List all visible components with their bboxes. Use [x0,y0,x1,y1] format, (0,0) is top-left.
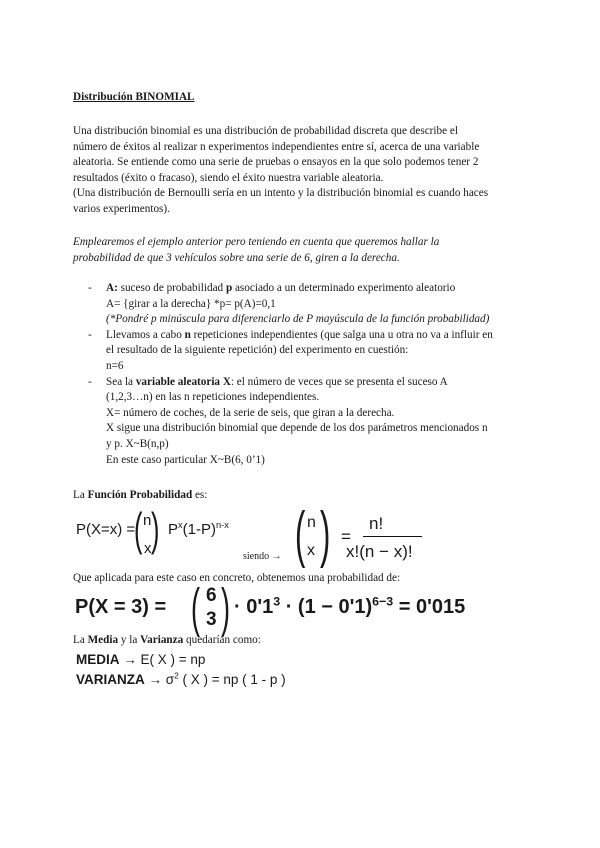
text-run: Llevamos a cabo [106,328,185,341]
exponent: 6−3 [372,594,394,609]
mean-expression: → E( X ) = np [123,652,206,667]
exponent: n-x [216,520,229,530]
fraction-numerator: n! [369,514,384,533]
binom-bottom: 3 [206,609,217,630]
list-item [88,281,493,328]
result-value: = 0'015 [398,596,466,618]
formula-variance [76,672,286,687]
binom-top: n [307,514,316,531]
text-run: y la [118,634,141,646]
bold-term: Función Probabilidad [87,489,193,501]
p-symbol: P [168,521,179,538]
mean-label: MEDIA [76,652,120,667]
example-statement [73,235,439,266]
text-line: n=6 [106,359,124,372]
text-line: y p. X~B(n,p) [106,437,169,450]
formula-power-terms [168,521,229,538]
definition-list [88,281,493,468]
text-line: (1,2,3…n) en las n repeticiones independientes. [106,391,320,404]
list-item [88,375,493,469]
text-line: X sigue una distribución binomial que depende de los dos parámetros mencionados n [106,422,488,435]
paragraph-line: (Una distribución de Bernoulli sería en un intento y la distribución binomial es cuando haces [73,187,489,200]
fraction-bar [363,536,422,537]
text-run: es: [192,489,208,501]
paragraph-line: resultados (éxito o fracaso), siendo el éxito nuestra variable aleatoria. [73,171,384,184]
exponent: 3 [273,594,281,609]
exponent: x [178,520,183,530]
binom-top: 6 [206,585,217,606]
dash-bullet: - [88,282,92,294]
variance-label: VARIANZA [76,672,145,687]
intro-paragraph [73,124,533,218]
p-term: · 0'1 [234,596,274,618]
siendo-label: siendo → [243,551,282,562]
equals-sign: = [341,527,351,546]
text-line: En este caso particular X~B(6, 0’1) [106,453,265,466]
right-paren: ) [320,500,331,569]
text-run: quedarían como: [183,634,261,646]
bold-term: Media [87,634,119,646]
mean-variance-label [73,634,261,646]
right-paren: ) [221,578,230,638]
text-run: suceso de probabilidad [117,282,226,294]
list-item [88,328,493,375]
example-line: probabilidad de que 3 vehículos sobre una serie de 6, giren a la derecha. [73,251,400,264]
binom-bottom: x [144,540,152,557]
footnote-line: (*Pondré p minúscula para diferenciarlo de P mayúscula de la función probabilidad) [106,313,490,326]
probability-function-label [73,489,207,501]
variance-expression: → σ [148,672,175,687]
variance-expression: ( X ) = np ( 1 - p ) [178,672,286,687]
text-run: La [73,489,88,501]
paragraph-line: varios experimentos). [73,202,170,215]
text-run: La [73,634,88,646]
applied-case-label: Que aplicada para este caso en concreto, obtenemos una probabilidad de: [73,572,401,584]
binom-bottom: x [307,542,315,559]
bold-term: Varianza [140,634,184,646]
paragraph-line: Una distribución binomial es una distribución de probabilidad discreta que describe el [73,125,458,137]
text-run: repeticiones independientes (que salga una u otra no va a influir en [190,328,493,341]
formula-product-terms [234,596,465,619]
dash-bullet: - [88,375,92,388]
text-run: Sea la [106,375,136,388]
dash-bullet: - [88,328,92,341]
n-symbol: n [184,328,191,341]
left-paren: ( [134,503,143,555]
exponent: 2 [174,670,179,681]
left-paren: ( [295,500,306,569]
event-label: A: [106,282,118,294]
complement-term: (1-P) [182,521,217,538]
random-variable-label: variable aleatoria X [135,375,231,388]
text-run: : el número de veces que se presenta el suceso A [230,375,448,388]
p-symbol: p [225,282,233,294]
text-line: A= {girar a la derecha} *p= p(A)=0,1 [106,297,276,310]
paragraph-line: aleatoria. Se entiende como una serie de pruebas o ensayos en la que solo podemos tener 2 [73,156,479,169]
text-run: asociado a un determinado experimento aleatorio [232,282,456,294]
right-paren: ) [151,503,160,555]
left-paren: ( [191,578,200,638]
text-line: X= número de coches, de la serie de seis, que giran a la derecha. [106,406,395,419]
text-line: el resultado de la siguiente repetición) del experimento en cuestión: [106,344,409,357]
fraction-denominator: x!(n − x)! [346,542,413,561]
example-line: Emplearemos el ejemplo anterior pero teniendo en cuenta que queremos hallar la [73,236,440,248]
formula-mean [76,652,205,667]
section-title: Distribución BINOMIAL [73,91,195,103]
complement-term: · (1 − 0'1) [285,596,373,618]
formula-lhs: P(X = 3) = [75,596,167,618]
formula-lhs: P(X=x) = [76,521,136,538]
binom-top: n [143,512,152,529]
paragraph-line: número de éxitos al realizar n experimentos independientes entre sí, acerca de una variable [73,140,480,153]
